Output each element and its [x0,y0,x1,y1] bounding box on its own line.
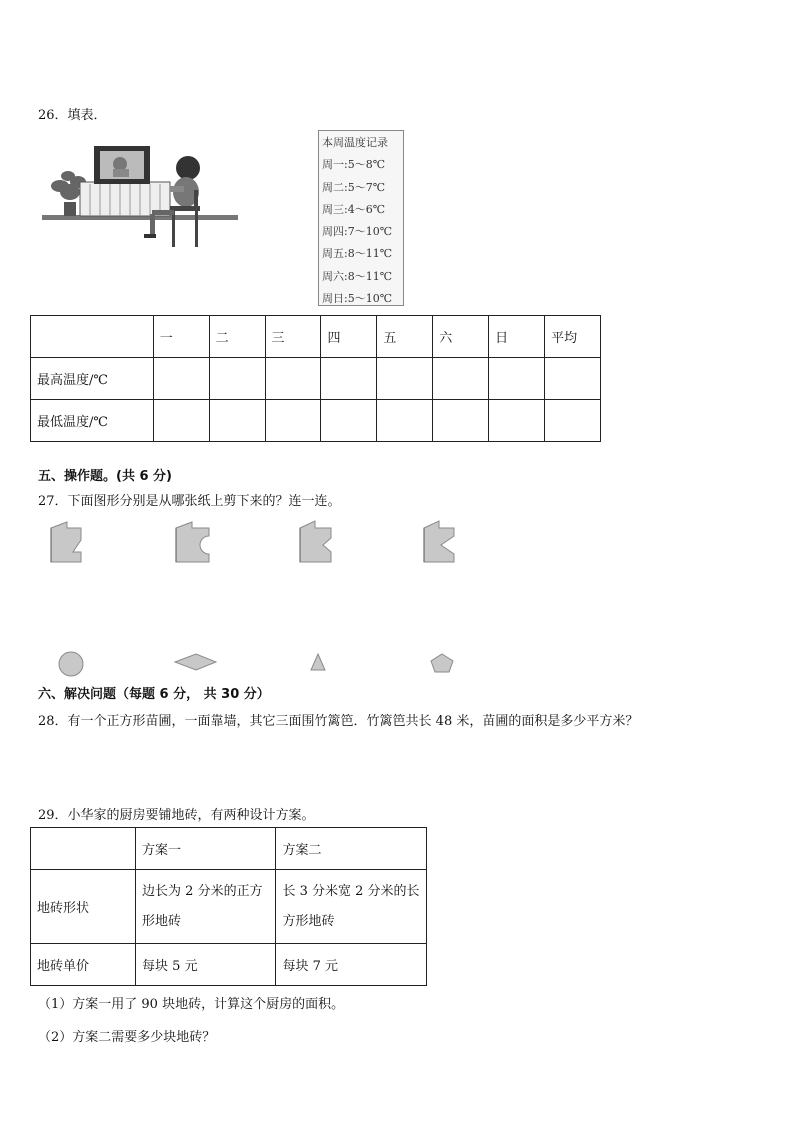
temperature-table [30,315,601,442]
record-card-title: 本周温度记录 [322,136,388,149]
child-watching-tv-illustration [40,140,240,252]
table-header-cell [31,316,154,358]
rhombus-shape [175,654,216,670]
table-header-cell: 六 [433,316,489,358]
answer-cell[interactable] [321,358,377,400]
answer-cell[interactable] [377,400,433,442]
plan-2-price: 每块 7 元 [276,944,427,986]
answer-cell[interactable] [433,400,489,442]
record-row: 周日:5～10℃ [322,292,393,306]
answer-cell[interactable] [265,358,321,400]
plan-2-shape-line: 方形地砖 [282,913,335,929]
question-27-title: 27．下面图形分别是从哪张纸上剪下来的？连一连。 [38,494,341,509]
record-row: 周五:8～11℃ [322,247,393,261]
question-26-title: 26．填表． [38,108,107,123]
circle-shape [59,652,83,676]
answer-cell[interactable] [489,400,545,442]
answer-cell[interactable] [265,400,321,442]
unfolded-shapes [50,648,470,680]
record-row: 周三:4～6℃ [322,202,386,216]
plan-2-shape [276,870,427,944]
plan-1-shape-line: 形地砖 [142,913,182,929]
record-row: 周六:8～11℃ [322,269,393,283]
table-header-cell: 一 [153,316,209,358]
temperature-record-card [318,130,404,306]
answer-cell[interactable] [433,358,489,400]
answer-cell[interactable] [377,358,433,400]
table-row-label: 最高温度/℃ [31,358,154,400]
tile-shape-label: 地砖形状 [31,870,136,944]
answer-cell[interactable] [489,358,545,400]
table-header-cell: 二 [209,316,265,358]
plan-2-shape-line: 长 3 分米宽 2 分米的长 [282,883,420,899]
question-29-sub-2: （2）方案二需要多少块地砖？ [38,1030,216,1045]
plan-1-shape-line: 边长为 2 分米的正方 [142,883,263,899]
table-row-label: 最低温度/℃ [31,400,154,442]
table-header-cell: 日 [489,316,545,358]
answer-cell[interactable] [545,400,601,442]
section-5-heading: 五、操作题。(共 6 分) [38,469,172,484]
tile-plan-table [30,827,427,986]
pentagon-shape [431,654,453,672]
table-header-cell: 三 [265,316,321,358]
table-header-cell: 五 [377,316,433,358]
plan-table-corner [31,828,136,870]
triangle-shape [311,654,325,670]
plan-1-price: 每块 5 元 [136,944,276,986]
record-row: 周四:7～10℃ [322,225,393,239]
question-29-title: 29．小华家的厨房要铺地砖，有两种设计方案。 [38,808,315,823]
record-row: 周一:5～8℃ [322,158,386,172]
answer-cell[interactable] [153,358,209,400]
plan-1-shape [136,870,276,944]
section-6-heading: 六、解决问题（每题 6 分， 共 30 分） [38,687,270,702]
answer-cell[interactable] [153,400,209,442]
plan-2-header: 方案二 [276,828,427,870]
answer-cell[interactable] [209,400,265,442]
plan-1-header: 方案一 [136,828,276,870]
record-row: 周二:5～7℃ [322,180,386,194]
answer-cell[interactable] [209,358,265,400]
table-header-cell: 四 [321,316,377,358]
table-header-cell: 平均 [545,316,601,358]
tile-price-label: 地砖单价 [31,944,136,986]
question-29-sub-1: （1）方案一用了 90 块地砖，计算这个厨房的面积。 [38,997,345,1012]
question-28-title: 28．有一个正方形苗圃，一面靠墙，其它三面围竹篱笆．竹篱笆共长 48 米，苗圃的面积是多少平方米？ [38,714,639,729]
folded-paper-cutouts [45,518,465,568]
answer-cell[interactable] [545,358,601,400]
answer-cell[interactable] [321,400,377,442]
